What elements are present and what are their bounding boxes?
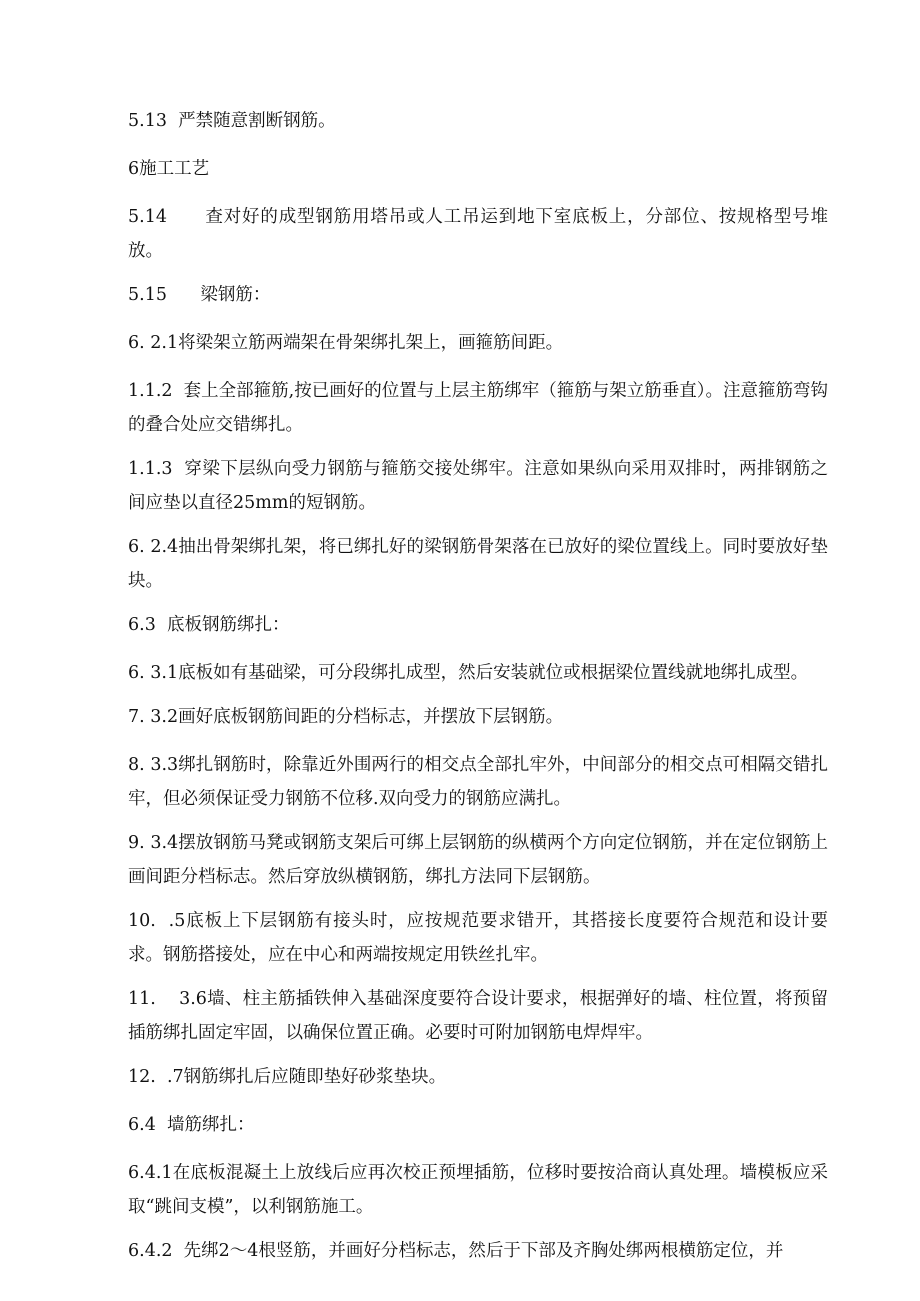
paragraph-1-1-3: 1.1.3 穿梁下层纵向受力钢筋与箍筋交接处绑牢。注意如果纵向采用双排时，两排钢筋之间应垫以直径25mm的短钢筋。 — [128, 459, 828, 513]
paragraph-6-4-2: 6.4.2 先绑2～4根竖筋，并画好分档标志，然后于下部及齐胸处绑两根横筋定位，并 — [128, 1241, 784, 1261]
paragraph-7-3-2: 7. 3.2画好底板钢筋间距的分档标志，并摆放下层钢筋。 — [128, 707, 564, 727]
paragraph-9-3-4: 9. 3.4摆放钢筋马凳或钢筋支架后可绑上层钢筋的纵横两个方向定位钢筋，并在定位钢筋上画间距分档标志。然后穿放纵横钢筋，绑扎方法同下层钢筋。 — [128, 833, 828, 887]
paragraph-5-13: 5.13 严禁随意割断钢筋。 — [128, 111, 336, 131]
paragraph-12-7: 12. .7钢筋绑扎后应随即垫好砂浆垫块。 — [128, 1067, 447, 1087]
paragraph-6-3-1: 6. 3.1底板如有基础梁，可分段绑扎成型，然后安装就位或根据梁位置线就地绑扎成型。 — [128, 663, 809, 683]
paragraph-1-1-2: 1.1.2 套上全部箍筋,按已画好的位置与上层主筋绑牢（箍筋与架立筋垂直）。注意箍筋弯钩的叠合处应交错绑扎。 — [128, 381, 828, 435]
section-heading-6-3: 6.3 底板钢筋绑扎： — [128, 615, 290, 635]
paragraph-5-14: 5.14 查对好的成型钢筋用塔吊或人工吊运到地下室底板上，分部位、按规格型号堆放。 — [128, 207, 828, 261]
paragraph-11-3-6: 11. 3.6墙、柱主筋插铁伸入基础深度要符合设计要求，根据弹好的墙、柱位置，将预留插筋绑扎固定牢固，以确保位置正确。必要时可附加钢筋电焊焊牢。 — [128, 989, 828, 1043]
paragraph-10-5: 10. .5底板上下层钢筋有接头时，应按规范要求错开，其搭接长度要符合规范和设计要求。钢筋搭接处，应在中心和两端按规定用铁丝扎牢。 — [128, 911, 828, 965]
paragraph-5-15: 5.15 梁钢筋： — [128, 285, 271, 305]
section-heading-construction-process: 6施工工艺 — [128, 159, 210, 179]
section-heading-6-4: 6.4 墙筋绑扎： — [128, 1115, 255, 1135]
document-body — [128, 104, 828, 1282]
paragraph-6-2-4: 6. 2.4抽出骨架绑扎架，将已绑扎好的梁钢筋骨架落在已放好的梁位置线上。同时要放好垫块。 — [128, 537, 828, 591]
paragraph-8-3-3: 8. 3.3绑扎钢筋时，除靠近外围两行的相交点全部扎牢外，中间部分的相交点可相隔交错扎牢，但必须保证受力钢筋不位移.双向受力的钢筋应满扎。 — [128, 755, 828, 809]
paragraph-6-2-1: 6. 2.1将梁架立筋两端架在骨架绑扎架上，画箍筋间距。 — [128, 333, 564, 353]
paragraph-6-4-1: 6.4.1在底板混凝土上放线后应再次校正预埋插筋，位移时要按洽商认真处理。墙模板应采取“跳间支模”，以利钢筋施工。 — [128, 1163, 828, 1217]
